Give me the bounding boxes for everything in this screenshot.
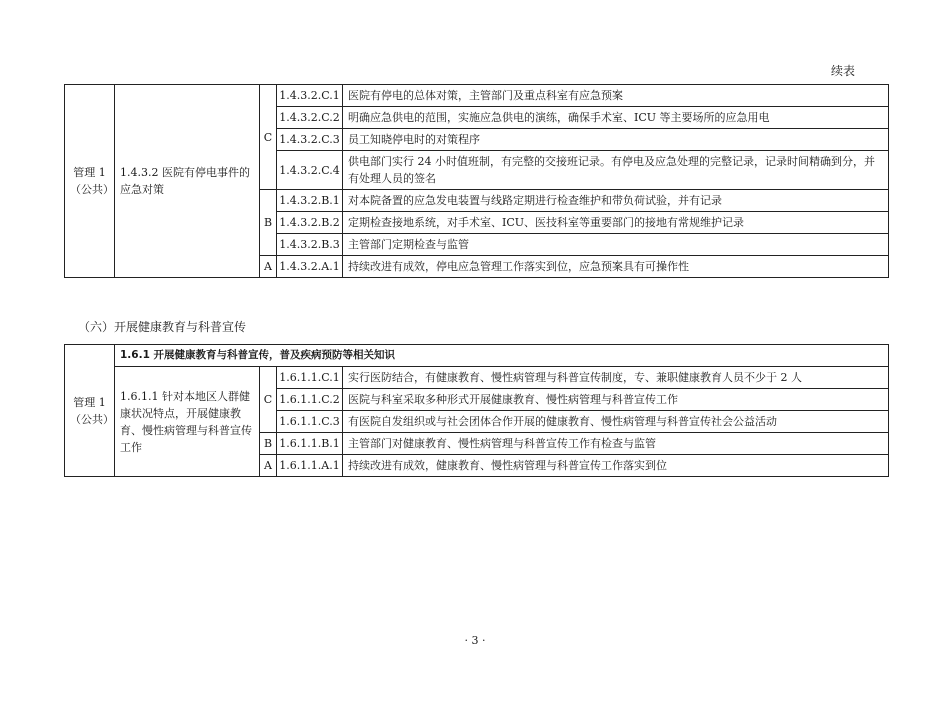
page-number: · 3 · bbox=[464, 634, 486, 647]
level-cell: C bbox=[260, 85, 277, 190]
standards-table-2 bbox=[64, 344, 889, 477]
criterion-text: 医院有停电的总体对策，主管部门及重点科室有应急预案 bbox=[343, 85, 889, 107]
criterion-text: 定期检查接地系统，对手术室、ICU、医技科室等重要部门的接地有常规维护记录 bbox=[343, 212, 889, 234]
section-title: （六）开展健康教育与科普宣传 bbox=[78, 320, 247, 334]
criterion-text: 供电部门实行 24 小时值班制，有完整的交接班记录。有停电及应急处理的完整记录，记录时间精确到分，并有处理人员的签名 bbox=[343, 151, 889, 190]
level-cell: B bbox=[260, 433, 277, 455]
category-cell: 管理 1（公共） bbox=[65, 345, 115, 477]
criterion-text: 员工知晓停电时的对策程序 bbox=[343, 129, 889, 151]
criterion-code: 1.4.3.2.C.4 bbox=[277, 151, 343, 190]
level-cell: A bbox=[260, 455, 277, 477]
criterion-text: 医院与科室采取多种形式开展健康教育、慢性病管理与科普宣传工作 bbox=[343, 389, 889, 411]
criterion-code: 1.4.3.2.B.2 bbox=[277, 212, 343, 234]
criterion-code: 1.4.3.2.C.1 bbox=[277, 85, 343, 107]
continued-label: 续表 bbox=[830, 64, 855, 78]
criterion-code: 1.4.3.2.C.3 bbox=[277, 129, 343, 151]
item-cell: 1.6.1.1 针对本地区人群健康状况特点，开展健康教育、慢性病管理与科普宣传工作 bbox=[115, 367, 260, 477]
criterion-text: 主管部门对健康教育、慢性病管理与科普宣传工作有检查与监管 bbox=[343, 433, 889, 455]
criterion-code: 1.6.1.1.B.1 bbox=[277, 433, 343, 455]
criterion-text: 持续改进有成效，停电应急管理工作落实到位，应急预案具有可操作性 bbox=[343, 256, 889, 278]
standards-table-1 bbox=[64, 84, 889, 278]
level-cell: B bbox=[260, 190, 277, 256]
item-cell: 1.4.3.2 医院有停电事件的应急对策 bbox=[115, 85, 260, 278]
criterion-text: 持续改进有成效，健康教育、慢性病管理与科普宣传工作落实到位 bbox=[343, 455, 889, 477]
criterion-code: 1.6.1.1.C.2 bbox=[277, 389, 343, 411]
criterion-code: 1.6.1.1.C.1 bbox=[277, 367, 343, 389]
criterion-text: 明确应急供电的范围，实施应急供电的演练，确保手术室、ICU 等主要场所的应急用电 bbox=[343, 107, 889, 129]
criterion-code: 1.4.3.2.B.1 bbox=[277, 190, 343, 212]
level-cell: C bbox=[260, 367, 277, 433]
criterion-code: 1.6.1.1.C.3 bbox=[277, 411, 343, 433]
category-cell: 管理 1（公共） bbox=[65, 85, 115, 278]
criterion-code: 1.4.3.2.A.1 bbox=[277, 256, 343, 278]
criterion-text: 实行医防结合，有健康教育、慢性病管理与科普宣传制度，专、兼职健康教育人员不少于 2 人 bbox=[343, 367, 889, 389]
criterion-text: 有医院自发组织或与社会团体合作开展的健康教育、慢性病管理与科普宣传社会公益活动 bbox=[343, 411, 889, 433]
criterion-text: 对本院备置的应急发电装置与线路定期进行检查维护和带负荷试验，并有记录 bbox=[343, 190, 889, 212]
criterion-code: 1.6.1.1.A.1 bbox=[277, 455, 343, 477]
criterion-code: 1.4.3.2.C.2 bbox=[277, 107, 343, 129]
criterion-text: 主管部门定期检查与监管 bbox=[343, 234, 889, 256]
criterion-code: 1.4.3.2.B.3 bbox=[277, 234, 343, 256]
standard-heading: 1.6.1 开展健康教育与科普宣传，普及疾病预防等相关知识 bbox=[115, 345, 889, 367]
level-cell: A bbox=[260, 256, 277, 278]
